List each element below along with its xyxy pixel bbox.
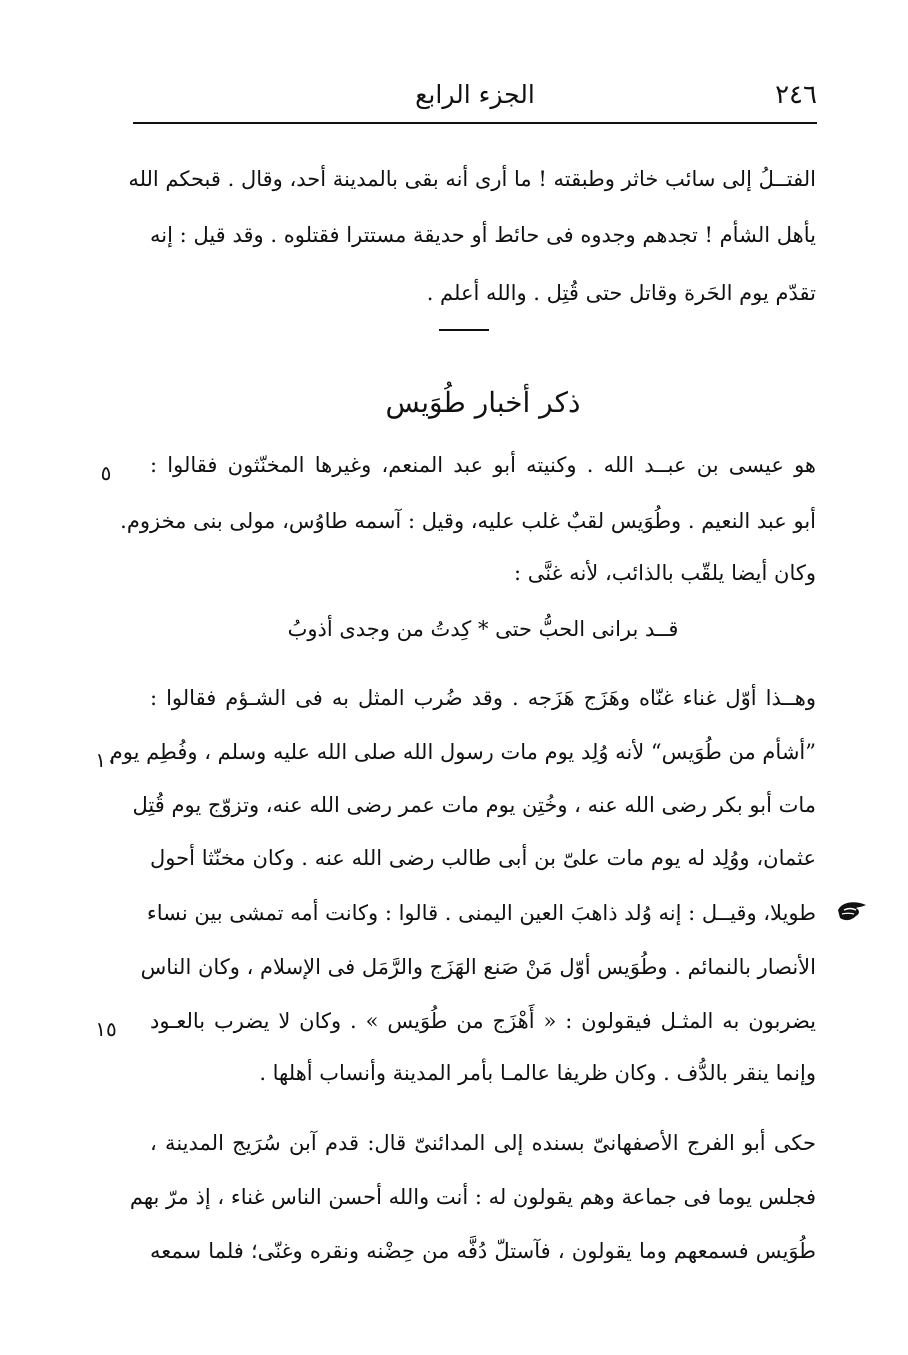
text-line: أبو عبد النعيم . وطُوَيس لقبٌ غلب عليه، وقيل : آسمه طاوُس، مولى بنى مخزوم.	[120, 509, 816, 533]
header-rule	[133, 122, 817, 124]
text-line: الأنصار بالنمائم . وطُوَيس أوّل مَنْ صَنع الهَزَج والرَّمَل فى الإسلام ، وكان الناس	[140, 955, 816, 979]
text-line: الفتــلُ إلى سائب خاثر وطبقته ! ما أرى أنه بقى بالمدينة أحد، وقال . قبحكم الله	[128, 167, 816, 191]
line-number: ٥	[100, 461, 112, 485]
text-line: وكان أيضا يلقّب بالذائب، لأنه غنَّى :	[513, 561, 816, 585]
text-line: عثمان، ووُلِد له يوم مات علىّ بن أبى طالب رضى الله عنه . وكان مخنّثا أحول	[150, 846, 816, 870]
page-number: ٢٤٦	[775, 80, 817, 110]
text-line: ”أشأم من طُوَيس“ لأنه وُلِد يوم مات رسول الله صلى الله عليه وسلم ، وفُطِم يوم	[109, 740, 816, 764]
text-line: طُوَيس فسمعهم وما يقولون ، فآستلّ دُفَّه من حِضْنه ونقره وغنّى؛ فلما سمعه	[150, 1239, 816, 1263]
pointing-hand-icon	[836, 896, 870, 926]
text-line: يأهل الشأم ! تجدهم وجدوه فى حائط أو حديقة مستترا فقتلوه . وقد قيل : إنه	[150, 223, 816, 247]
text-line: طويلا، وقيــل : إنه وُلد ذاهبَ العين اليمنى . قالوا : وكانت أمه تمشى بين نساء	[146, 901, 816, 925]
text-line: حكى أبو الفرج الأصفهانىّ بسنده إلى المدائنىّ قال: قدم آبن سُرَيج المدينة ،	[150, 1131, 816, 1155]
poem-verse: قــد برانى الحبُّ حتى * كِدتُ من وجدى أذوبُ	[287, 617, 679, 641]
text-line: وهــذا أوّل غناء غنّاه وهَزَج هَزَجه . وقد ضُرب المثل به فى الشـؤم فقالوا :	[150, 686, 816, 710]
text-line: يضربون به المثـل فيقولون : « أَهْزَج من طُوَيس » . وكان لا يضرب بالعـود	[150, 1009, 816, 1033]
page-header	[133, 78, 817, 124]
line-number: ١٠	[95, 748, 117, 772]
text-line: هو عيسى بن عبــد الله . وكنيته أبو عبد المنعم، وغيرها المخنّثون فقالوا :	[150, 453, 816, 477]
line-number: ١٥	[95, 1017, 117, 1041]
text-line: فجلس يوما فى جماعة وهم يقولون له : أنت والله أحسن الناس غناء ، إذ مرّ بهم	[129, 1185, 816, 1209]
section-divider	[439, 329, 489, 331]
text-line: مات أبو بكر رضى الله عنه ، وخُتِن يوم مات عمر رضى الله عنه، وتزوّج يوم قُتِل	[132, 793, 816, 817]
section-title: ذكر أخبار طُوَيس	[385, 386, 581, 419]
text-line: تقدّم يوم الحَرة وقاتل حتى قُتِل . والله أعلم .	[426, 281, 816, 305]
text-line: وإنما ينقر بالدُّف . وكان ظريفا عالمـا بأمر المدينة وأنساب أهلها .	[259, 1061, 816, 1085]
running-title: الجزء الرابع	[415, 80, 535, 109]
